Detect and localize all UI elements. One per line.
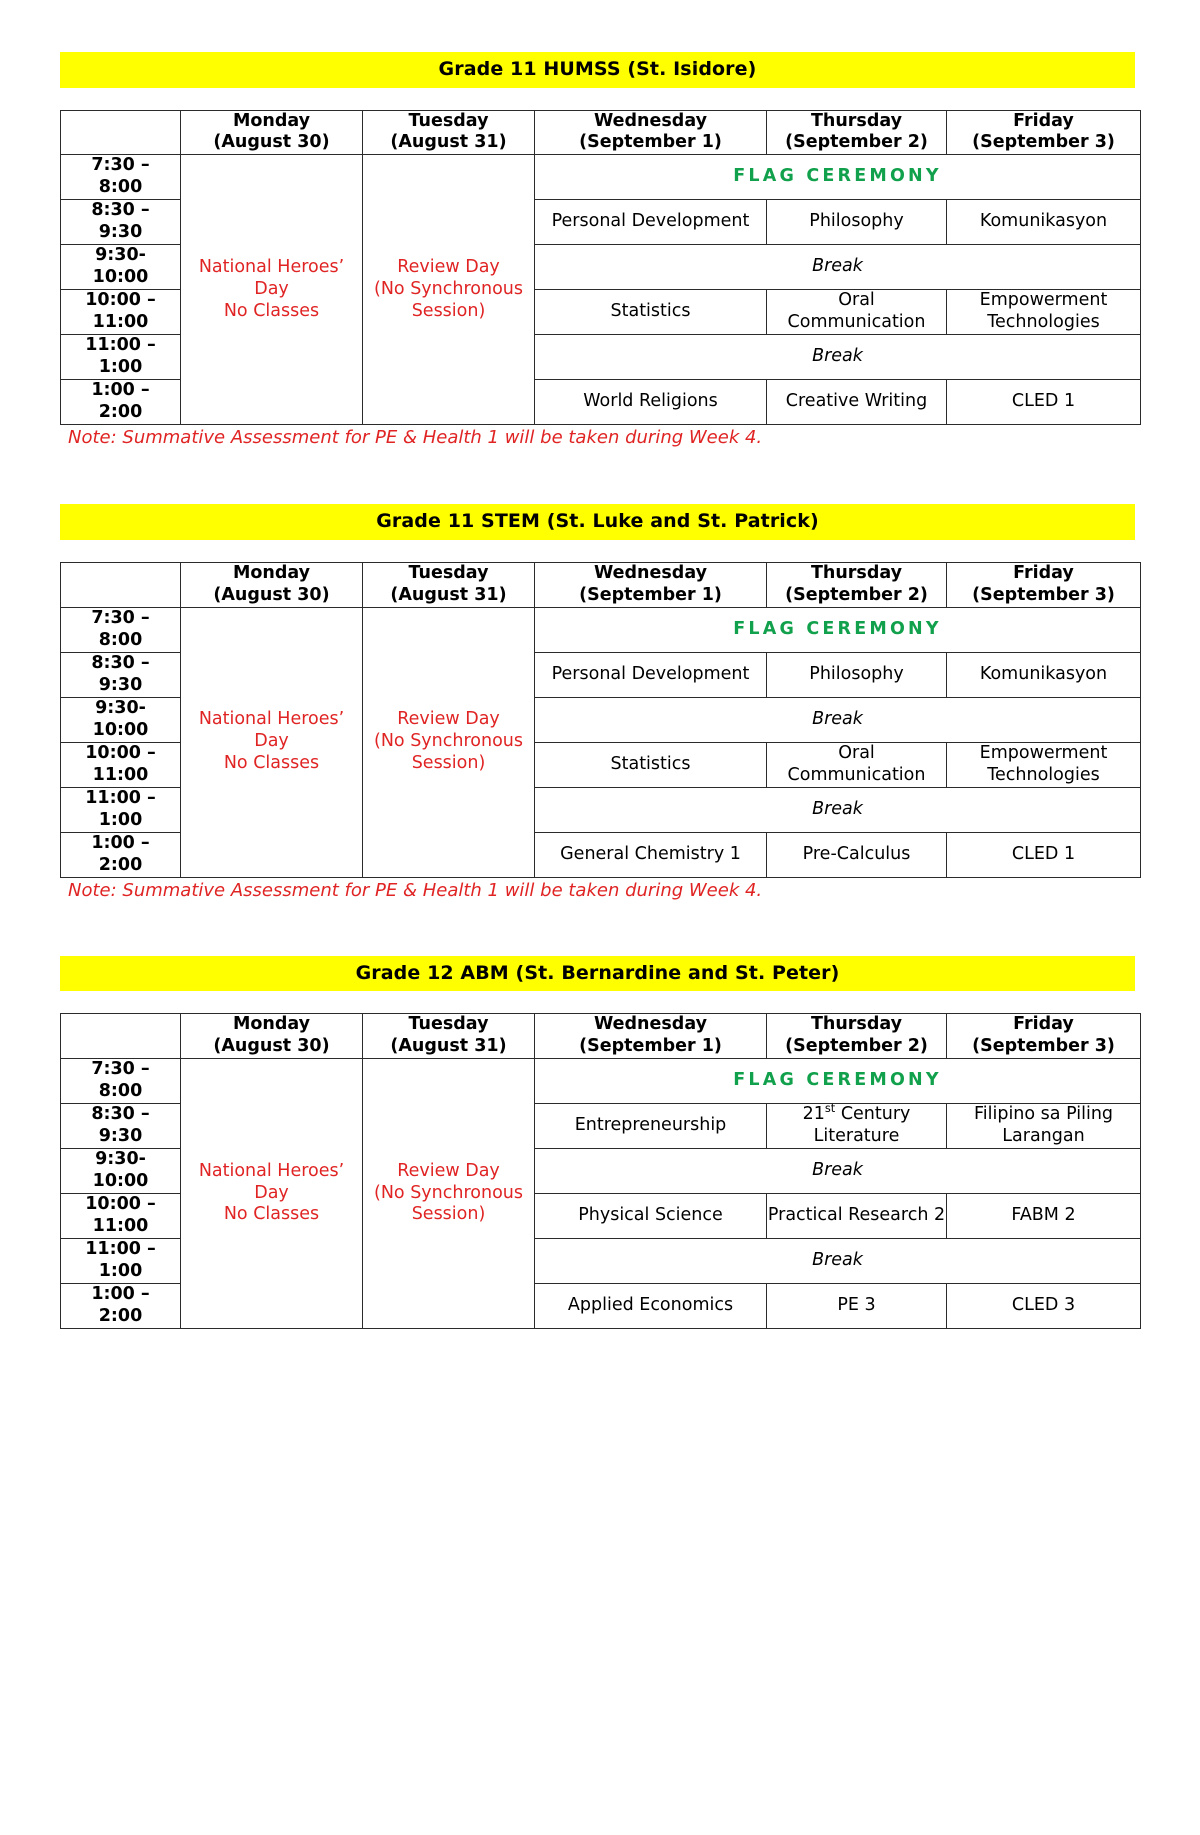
header-wednesday-day: Wednesday	[593, 1014, 708, 1035]
header-corner-cell	[61, 1014, 181, 1059]
break-cell: Break	[535, 335, 1141, 380]
section-title-banner-humss: Grade 11 HUMSS (St. Isidore)	[60, 52, 1135, 88]
time-slot-line: 9:30	[98, 1126, 143, 1147]
flag-ceremony-cell: FLAG CEREMONY	[535, 155, 1141, 200]
header-monday	[181, 110, 363, 155]
header-thursday	[767, 562, 947, 607]
subject-cell-thursday: 21st Century Literature	[767, 1104, 947, 1149]
monday-holiday-line: National Heroes’	[198, 257, 345, 278]
time-slot-cell	[61, 200, 181, 245]
subject-cell-wednesday: Physical Science	[535, 1194, 767, 1239]
time-slot-cell	[61, 380, 181, 425]
time-slot-line: 1:00	[98, 1261, 143, 1282]
table-body-stem	[61, 607, 1141, 877]
time-slot-line: 8:30 –	[91, 200, 150, 221]
header-wednesday-day: Wednesday	[593, 562, 708, 583]
subject-cell-friday: Komunikasyon	[947, 200, 1141, 245]
section-title-banner-stem: Grade 11 STEM (St. Luke and St. Patrick)	[60, 504, 1135, 540]
header-monday	[181, 1014, 363, 1059]
header-monday-date: (August 30)	[213, 584, 330, 605]
time-slot-line: 11:00	[92, 1216, 149, 1237]
header-wednesday	[535, 110, 767, 155]
time-slot-cell	[61, 1239, 181, 1284]
subject-cell-thursday: Philosophy	[767, 200, 947, 245]
time-slot-cell	[61, 1194, 181, 1239]
header-thursday	[767, 1014, 947, 1059]
subject-cell-wednesday: Entrepreneurship	[535, 1104, 767, 1149]
header-friday	[947, 1014, 1141, 1059]
break-cell: Break	[535, 1149, 1141, 1194]
subject-cell-thursday: Philosophy	[767, 652, 947, 697]
subject-cell-friday: Empowerment Technologies	[947, 742, 1141, 787]
time-slot-line: 7:30 –	[91, 155, 150, 176]
subject-cell-thursday: Creative Writing	[767, 380, 947, 425]
subject-cell-friday: FABM 2	[947, 1194, 1141, 1239]
time-slot-cell	[61, 787, 181, 832]
header-tuesday-day: Tuesday	[408, 562, 489, 583]
monday-holiday-line: Day	[254, 1182, 289, 1203]
header-thursday-day: Thursday	[810, 562, 903, 583]
time-slot-line: 8:00	[98, 629, 143, 650]
subject-cell-friday: CLED 1	[947, 832, 1141, 877]
schedule-section-abm	[60, 956, 1140, 1329]
time-slot-line: 10:00	[92, 1171, 149, 1192]
header-friday-day: Friday	[1013, 1014, 1074, 1035]
header-thursday	[767, 110, 947, 155]
schedule-section-humss	[60, 52, 1140, 448]
tuesday-review-day-line: Review Day	[397, 257, 500, 278]
monday-holiday-cell	[181, 155, 363, 425]
time-slot-line: 7:30 –	[91, 1059, 150, 1080]
schedule-table-abm	[60, 1013, 1141, 1329]
header-monday-day: Monday	[232, 562, 311, 583]
header-tuesday-date: (August 31)	[390, 132, 507, 153]
header-monday-date: (August 30)	[213, 132, 330, 153]
time-slot-line: 1:00	[98, 357, 143, 378]
header-tuesday-date: (August 31)	[390, 1036, 507, 1057]
header-corner-cell	[61, 562, 181, 607]
break-cell: Break	[535, 245, 1141, 290]
break-cell: Break	[535, 697, 1141, 742]
tuesday-review-day-line: Review Day	[397, 709, 500, 730]
subject-cell-wednesday: Statistics	[535, 742, 767, 787]
subject-cell-wednesday: Applied Economics	[535, 1284, 767, 1329]
time-slot-cell	[61, 1104, 181, 1149]
time-slot-cell	[61, 1149, 181, 1194]
time-slot-line: 10:00 –	[85, 742, 156, 763]
tuesday-review-day-line: Review Day	[397, 1160, 500, 1181]
time-slot-line: 10:00	[92, 267, 149, 288]
flag-ceremony-cell: FLAG CEREMONY	[535, 1059, 1141, 1104]
time-slot-line: 9:30-	[95, 245, 146, 266]
schedule-section-stem	[60, 504, 1140, 900]
table-row	[61, 1059, 1141, 1104]
header-tuesday	[363, 562, 535, 607]
time-slot-line: 11:00 –	[85, 335, 156, 356]
time-slot-line: 11:00 –	[85, 787, 156, 808]
time-slot-line: 2:00	[98, 1306, 143, 1327]
time-slot-line: 9:30-	[95, 697, 146, 718]
section-title-banner-abm: Grade 12 ABM (St. Bernardine and St. Peter)	[60, 956, 1135, 992]
time-slot-line: 2:00	[98, 402, 143, 423]
subject-cell-thursday: Pre-Calculus	[767, 832, 947, 877]
subject-cell-friday: CLED 3	[947, 1284, 1141, 1329]
subject-cell-thursday: Oral Communication	[767, 290, 947, 335]
subject-cell-wednesday: Personal Development	[535, 652, 767, 697]
monday-holiday-cell	[181, 1059, 363, 1329]
tuesday-review-day-cell	[363, 1059, 535, 1329]
time-slot-line: 9:30	[98, 674, 143, 695]
subject-cell-wednesday: Statistics	[535, 290, 767, 335]
flag-ceremony-cell: FLAG CEREMONY	[535, 607, 1141, 652]
tuesday-review-day-line: Session)	[411, 1204, 486, 1225]
table-body-humss	[61, 155, 1141, 425]
monday-holiday-line: National Heroes’	[198, 1160, 345, 1181]
monday-holiday-line: Day	[254, 278, 289, 299]
time-slot-line: 1:00 –	[91, 380, 150, 401]
time-slot-cell	[61, 742, 181, 787]
table-header-row	[61, 562, 1141, 607]
monday-holiday-line: National Heroes’	[198, 709, 345, 730]
time-slot-line: 7:30 –	[91, 607, 150, 628]
header-wednesday-date: (September 1)	[579, 1036, 722, 1057]
header-tuesday-date: (August 31)	[390, 584, 507, 605]
time-slot-line: 10:00	[92, 719, 149, 740]
time-slot-cell	[61, 697, 181, 742]
subject-cell-wednesday: World Religions	[535, 380, 767, 425]
header-tuesday	[363, 110, 535, 155]
header-tuesday-day: Tuesday	[408, 1014, 489, 1035]
subject-cell-friday: Filipino sa Piling Larangan	[947, 1104, 1141, 1149]
table-row	[61, 607, 1141, 652]
time-slot-line: 10:00 –	[85, 1194, 156, 1215]
break-cell: Break	[535, 787, 1141, 832]
table-body-abm	[61, 1059, 1141, 1329]
header-wednesday	[535, 562, 767, 607]
table-header-row	[61, 110, 1141, 155]
schedule-table-stem	[60, 562, 1141, 878]
time-slot-line: 8:00	[98, 1081, 143, 1102]
time-slot-line: 11:00	[92, 312, 149, 333]
tuesday-review-day-line: (No Synchronous	[374, 1182, 523, 1203]
time-slot-cell	[61, 607, 181, 652]
monday-holiday-cell	[181, 607, 363, 877]
monday-holiday-line: Day	[254, 731, 289, 752]
subject-cell-wednesday: Personal Development	[535, 200, 767, 245]
header-corner-cell	[61, 110, 181, 155]
break-cell: Break	[535, 1239, 1141, 1284]
header-wednesday	[535, 1014, 767, 1059]
time-slot-cell	[61, 832, 181, 877]
header-thursday-date: (September 2)	[785, 132, 928, 153]
time-slot-line: 11:00	[92, 764, 149, 785]
header-monday-day: Monday	[232, 1014, 311, 1035]
time-slot-line: 1:00	[98, 809, 143, 830]
table-header-row	[61, 1014, 1141, 1059]
header-friday-date: (September 3)	[972, 584, 1115, 605]
header-wednesday-date: (September 1)	[579, 584, 722, 605]
header-tuesday	[363, 1014, 535, 1059]
header-monday-day: Monday	[232, 110, 311, 131]
time-slot-line: 8:30 –	[91, 652, 150, 673]
header-monday	[181, 562, 363, 607]
time-slot-line: 9:30-	[95, 1149, 146, 1170]
time-slot-line: 9:30	[98, 222, 143, 243]
time-slot-line: 8:00	[98, 177, 143, 198]
header-wednesday-day: Wednesday	[593, 110, 708, 131]
time-slot-line: 10:00 –	[85, 290, 156, 311]
tuesday-review-day-cell	[363, 607, 535, 877]
time-slot-cell	[61, 652, 181, 697]
time-slot-line: 11:00 –	[85, 1239, 156, 1260]
header-thursday-date: (September 2)	[785, 584, 928, 605]
subject-cell-thursday: Practical Research 2	[767, 1194, 947, 1239]
schedule-table-humss	[60, 110, 1141, 426]
header-tuesday-day: Tuesday	[408, 110, 489, 131]
monday-holiday-line: No Classes	[223, 300, 320, 321]
header-thursday-day: Thursday	[810, 1014, 903, 1035]
header-monday-date: (August 30)	[213, 1036, 330, 1057]
section-note-humss: Note: Summative Assessment for PE & Health 1 will be taken during Week 4.	[68, 427, 763, 449]
subject-cell-friday: Komunikasyon	[947, 652, 1141, 697]
time-slot-line: 1:00 –	[91, 1284, 150, 1305]
time-slot-cell	[61, 1284, 181, 1329]
header-thursday-date: (September 2)	[785, 1036, 928, 1057]
header-friday	[947, 110, 1141, 155]
subject-cell-thursday: Oral Communication	[767, 742, 947, 787]
subject-cell-thursday: PE 3	[767, 1284, 947, 1329]
time-slot-cell	[61, 1059, 181, 1104]
tuesday-review-day-line: Session)	[411, 300, 486, 321]
tuesday-review-day-line: Session)	[411, 753, 486, 774]
header-friday-day: Friday	[1013, 562, 1074, 583]
monday-holiday-line: No Classes	[223, 753, 320, 774]
header-thursday-day: Thursday	[810, 110, 903, 131]
time-slot-cell	[61, 155, 181, 200]
tuesday-review-day-cell	[363, 155, 535, 425]
time-slot-line: 1:00 –	[91, 832, 150, 853]
tuesday-review-day-line: (No Synchronous	[374, 731, 523, 752]
header-wednesday-date: (September 1)	[579, 132, 722, 153]
header-friday	[947, 562, 1141, 607]
subject-cell-friday: CLED 1	[947, 380, 1141, 425]
header-friday-date: (September 3)	[972, 1036, 1115, 1057]
monday-holiday-line: No Classes	[223, 1204, 320, 1225]
subject-cell-wednesday: General Chemistry 1	[535, 832, 767, 877]
time-slot-cell	[61, 245, 181, 290]
tuesday-review-day-line: (No Synchronous	[374, 278, 523, 299]
section-note-stem: Note: Summative Assessment for PE & Health 1 will be taken during Week 4.	[68, 879, 763, 901]
time-slot-cell	[61, 290, 181, 335]
table-row	[61, 155, 1141, 200]
time-slot-line: 8:30 –	[91, 1104, 150, 1125]
subject-cell-friday: Empowerment Technologies	[947, 290, 1141, 335]
header-friday-date: (September 3)	[972, 132, 1115, 153]
time-slot-cell	[61, 335, 181, 380]
time-slot-line: 2:00	[98, 854, 143, 875]
header-friday-day: Friday	[1013, 110, 1074, 131]
